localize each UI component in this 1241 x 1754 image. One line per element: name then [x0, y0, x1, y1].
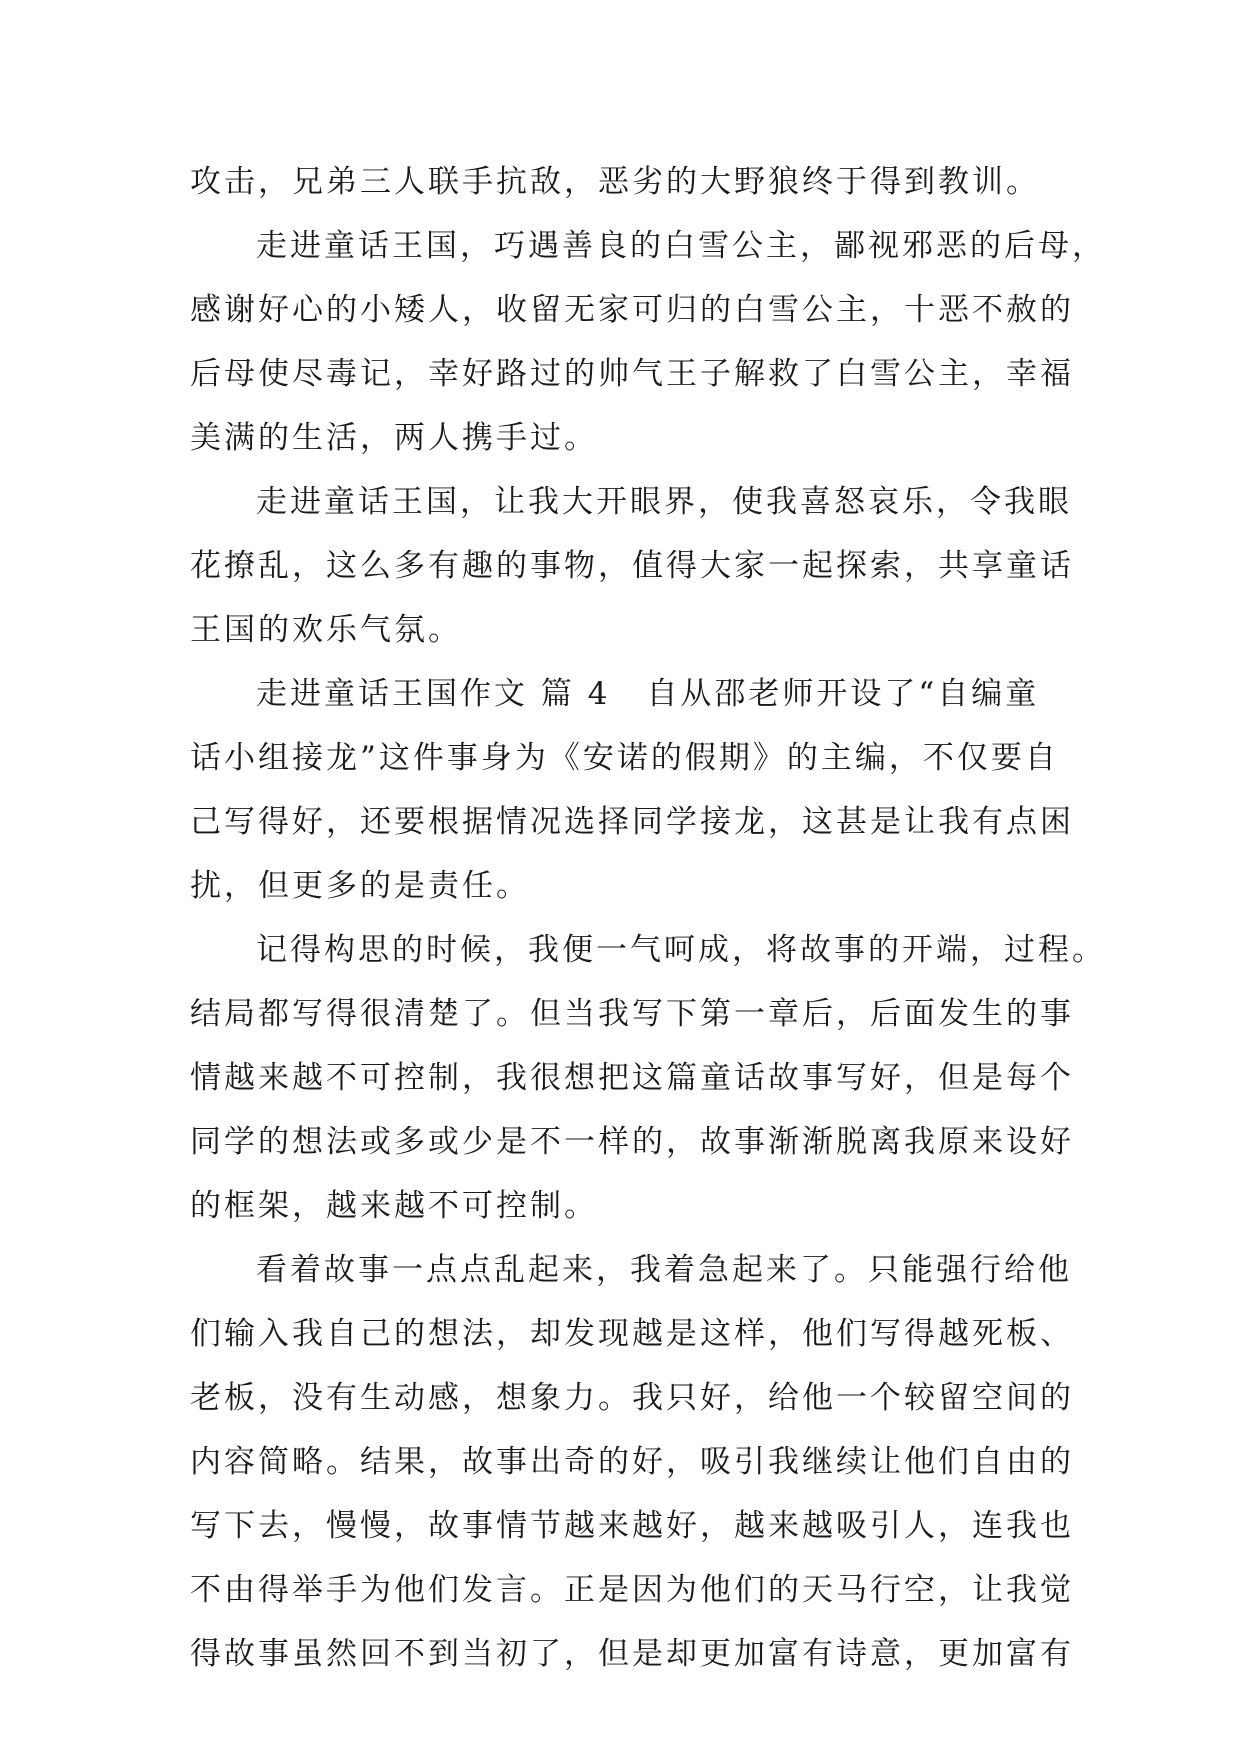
section-heading-line	[190, 662, 1050, 726]
text-line: 花撩乱，这么多有趣的事物，值得大家一起探索，共享童话	[190, 548, 1074, 584]
essay-body	[190, 150, 1106, 1686]
text-line: 得故事虽然回不到当初了，但是却更加富有诗意，更加富有	[190, 1636, 1074, 1672]
text-line: 王国的欢乐气氛。	[190, 612, 462, 648]
text-line: 不由得举手为他们发言。正是因为他们的天马行空，让我觉	[190, 1572, 1074, 1608]
text-line: 走进童话王国，巧遇善良的白雪公主，鄙视邪恶的后母，	[256, 228, 1106, 264]
text-line: 攻击，兄弟三人联手抗敌，恶劣的大野狼终于得到教训。	[190, 164, 1040, 200]
text-line: 老板，没有生动感，想象力。我只好，给他一个较留空间的	[190, 1380, 1074, 1416]
text-line: 同学的想法或多或少是不一样的，故事渐渐脱离我原来设好	[190, 1124, 1074, 1160]
text-line: 走进童话王国，让我大开眼界，使我喜怒哀乐，令我眼	[256, 484, 1072, 520]
text-line: 内容简略。结果，故事出奇的好，吸引我继续让他们自由的	[190, 1444, 1074, 1480]
text-line-continuation: 自从邵老师开设了“自编童	[646, 676, 1040, 712]
text-line: 话小组接龙”这件事身为《安诺的假期》的主编，不仅要自	[190, 740, 1059, 776]
text-line: 美满的生活，两人携手过。	[190, 420, 598, 456]
text-line: 们输入我自己的想法，却发现越是这样，他们写得越死板、	[190, 1316, 1074, 1352]
section-heading: 走进童话王国作文 篇 4	[256, 676, 611, 712]
text-line: 看着故事一点点乱起来，我着急起来了。只能强行给他	[256, 1252, 1072, 1288]
text-line: 记得构思的时候，我便一气呵成，将故事的开端，过程。	[256, 932, 1106, 968]
text-line: 扰，但更多的是责任。	[190, 868, 530, 904]
text-line: 后母使尽毒记，幸好路过的帅气王子解救了白雪公主，幸福	[190, 356, 1074, 392]
text-line: 写下去，慢慢，故事情节越来越好，越来越吸引人，连我也	[190, 1508, 1074, 1544]
text-line: 己写得好，还要根据情况选择同学接龙，这甚是让我有点困	[190, 804, 1074, 840]
text-line: 结局都写得很清楚了。但当我写下第一章后，后面发生的事	[190, 996, 1074, 1032]
text-line: 的框架，越来越不可控制。	[190, 1188, 598, 1224]
text-line: 感谢好心的小矮人，收留无家可归的白雪公主，十恶不赦的	[190, 292, 1074, 328]
text-line: 情越来越不可控制，我很想把这篇童话故事写好，但是每个	[190, 1060, 1074, 1096]
